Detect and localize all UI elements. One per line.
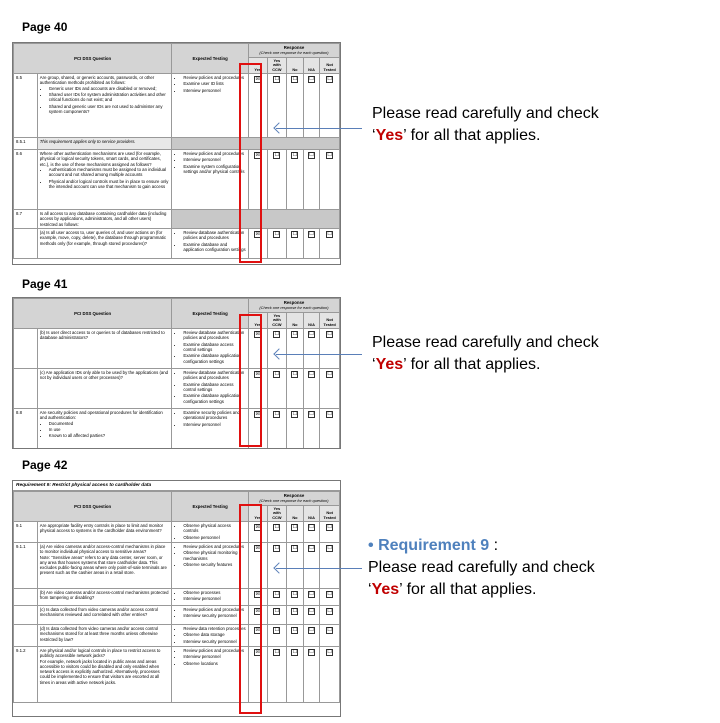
- checkbox-ccw[interactable]: ☐: [274, 607, 280, 614]
- checkbox-not-tested[interactable]: ☐: [327, 411, 332, 418]
- checkbox-not-tested[interactable]: ☐: [327, 524, 332, 531]
- checkbox-ccw[interactable]: ☐: [274, 648, 280, 655]
- checkbox-not-tested[interactable]: ☐: [327, 331, 332, 338]
- checkbox-ccw[interactable]: ☐: [274, 524, 280, 531]
- checkbox-na[interactable]: ☐: [309, 607, 314, 614]
- checkbox-ccw[interactable]: ☐: [274, 590, 280, 597]
- yes-column-highlight: [239, 63, 262, 263]
- yes-keyword: Yes: [375, 127, 404, 144]
- table-row: [14, 624, 340, 646]
- col-header-testing: Expected Testing: [172, 299, 249, 329]
- checkbox-not-tested[interactable]: ☐: [327, 76, 332, 83]
- row-number: 8.5: [14, 74, 38, 138]
- col-header-response: Response (Check one response for each question): [248, 44, 339, 58]
- page-40-label: Page 40: [22, 20, 68, 34]
- col-header-no: No: [287, 57, 304, 74]
- requirement-label: Requirement 9: [378, 537, 490, 554]
- requirement-title: Requirement 9: Restrict physical access to cardholder data: [13, 481, 340, 491]
- checkbox-ccw[interactable]: ☐: [274, 231, 280, 238]
- checkbox-ccw[interactable]: ☐: [274, 411, 280, 418]
- table-row: [14, 369, 340, 409]
- table-row: [14, 522, 340, 543]
- checkbox-yes[interactable]: ☒: [255, 331, 260, 338]
- checkbox-no[interactable]: ☐: [292, 648, 298, 655]
- arrow-icon: [276, 128, 362, 129]
- question-cell: This requirement applies only to service providers.: [37, 138, 172, 150]
- testing-cell: • Review data retention processes • Observe data storage • Interview security personnel: [172, 624, 249, 646]
- checkbox-ccw[interactable]: ☐: [274, 76, 280, 83]
- yes-column-highlight: [239, 314, 262, 447]
- checkbox-no[interactable]: ☐: [292, 331, 298, 338]
- col-header-not-tested: Not Tested: [320, 505, 340, 522]
- checkbox-not-tested[interactable]: ☐: [327, 371, 332, 378]
- col-header-not-tested: Not Tested: [320, 312, 340, 329]
- checkbox-yes[interactable]: ☒: [255, 371, 260, 378]
- checkbox-not-tested[interactable]: ☐: [327, 231, 332, 238]
- checkbox-not-tested[interactable]: ☐: [327, 590, 332, 597]
- checkbox-no[interactable]: ☐: [292, 590, 298, 597]
- col-header-question: PCI DSS Question: [14, 492, 172, 522]
- checkbox-na[interactable]: ☐: [309, 331, 314, 338]
- callout-page-40: Please read carefully and check ‘Yes’ for all that applies.: [372, 105, 599, 144]
- testing-cell: • Examine security policies and operational procedures • Interview personnel: [172, 409, 249, 449]
- question-cell: (c) Is data collected from video cameras and/or access control mechanisms reviewed and correlated with other entries?: [37, 605, 172, 624]
- checkbox-ccw[interactable]: ☐: [274, 544, 280, 551]
- checkbox-na[interactable]: ☐: [309, 648, 314, 655]
- yes-keyword: Yes: [371, 581, 400, 598]
- arrow-icon: [276, 568, 362, 569]
- page-40-form: [12, 42, 341, 265]
- checkbox-na[interactable]: ☐: [309, 231, 314, 238]
- testing-cell: • Review policies and procedures • Interview security personnel: [172, 605, 249, 624]
- question-cell: (b) Is user direct access to or queries to of databases restricted to database administrators?: [37, 329, 172, 369]
- checkbox-yes[interactable]: ☒: [255, 152, 260, 159]
- pci-table-page-41: [13, 298, 340, 449]
- row-number: 9.1.2: [14, 646, 38, 702]
- pci-table-page-42: [13, 491, 340, 703]
- row-number: 9.1.1: [14, 542, 38, 588]
- checkbox-yes[interactable]: ☒: [255, 524, 260, 531]
- question-cell: Are security policies and operational procedures for identification and authentication: • Documented • In use • Known to all affected parties?: [37, 409, 172, 449]
- checkbox-yes[interactable]: ☒: [255, 76, 260, 83]
- page-41-label: Page 41: [22, 277, 68, 291]
- checkbox-not-tested[interactable]: ☐: [327, 544, 332, 551]
- col-header-no: No: [287, 312, 304, 329]
- row-number: 8.8: [14, 409, 38, 449]
- testing-cell: • Review database authentication policies and procedures • Examine database and application configuration settings: [172, 229, 249, 259]
- checkbox-yes[interactable]: ☒: [255, 648, 260, 655]
- question-cell: (b) Are video cameras and/or access-control mechanisms protected from tampering or disabling?: [37, 588, 172, 605]
- yes-column-highlight: [239, 504, 262, 714]
- testing-cell: • Review database authentication policies and procedures • Examine database access control settings • Examine database application configuration settings: [172, 369, 249, 409]
- col-header-testing: Expected Testing: [172, 492, 249, 522]
- col-header-yes: Yes: [248, 57, 267, 74]
- col-header-response: Response (Check one response for each question): [248, 492, 339, 506]
- callout-page-42: • Requirement 9 : Please read carefully and check ‘Yes’ for all that applies.: [368, 537, 595, 598]
- table-row: [14, 588, 340, 605]
- checkbox-no[interactable]: ☐: [292, 152, 298, 159]
- checkbox-ccw[interactable]: ☐: [274, 626, 280, 633]
- col-header-no: No: [287, 505, 304, 522]
- checkbox-not-tested[interactable]: ☐: [327, 626, 332, 633]
- col-header-question: PCI DSS Question: [14, 299, 172, 329]
- checkbox-not-tested[interactable]: ☐: [327, 648, 332, 655]
- question-cell: Are physical and/or logical controls in place to restrict access to publicly accessible network jacks? For example, network jacks located in public areas and areas accessible to visitors could be disabled and only enabled when network access is explicitly authorized. Alternatively, processes could be implemented to ensure that visitors are escorted at all times in areas with active network jacks.: [37, 646, 172, 702]
- col-header-not-tested: Not Tested: [320, 57, 340, 74]
- table-row: [14, 409, 340, 449]
- question-cell: Are appropriate facility entry controls in place to limit and monitor physical access to systems in the cardholder data environment?: [37, 522, 172, 543]
- table-row: [14, 138, 340, 150]
- page-42-form: [12, 480, 341, 717]
- checkbox-yes[interactable]: ☒: [255, 231, 260, 238]
- pci-table-page-40: [13, 43, 340, 259]
- checkbox-yes[interactable]: ☒: [255, 544, 260, 551]
- checkbox-na[interactable]: ☐: [309, 152, 314, 159]
- checkbox-no[interactable]: ☐: [292, 626, 298, 633]
- checkbox-na[interactable]: ☐: [309, 590, 314, 597]
- question-cell: Where other authentication mechanisms are used (for example, physical or logical security tokens, smart cards, and certificates, etc.), is the use of these mechanisms assigned as follows? • Authentication mechanisms must be assigned to an individual account and not shared among multiple accounts • Physical and/or logical controls must be in place to ensure only the intended account can use that mechanism to gain access: [37, 150, 172, 210]
- question-cell: Is all access to any database containing cardholder data (including access by applications, administrators, and all other users) restricted as follows:: [37, 210, 172, 229]
- question-cell: (a) Is all user access to, user queries of, and user actions on (for example, move, copy, delete), the database through programmatic methods only (for example, through stored procedures)?: [37, 229, 172, 259]
- checkbox-yes[interactable]: ☒: [255, 411, 260, 418]
- yes-keyword: Yes: [375, 356, 404, 373]
- table-row: [14, 229, 340, 259]
- row-number: 8.5.1: [14, 138, 38, 150]
- col-header-na: N/A: [303, 312, 320, 329]
- col-header-na: N/A: [303, 505, 320, 522]
- table-row: [14, 605, 340, 624]
- col-header-na: N/A: [303, 57, 320, 74]
- checkbox-yes[interactable]: ☒: [255, 607, 260, 614]
- checkbox-na[interactable]: ☐: [309, 524, 314, 531]
- checkbox-ccw[interactable]: ☐: [274, 152, 280, 159]
- table-row: [14, 210, 340, 229]
- question-cell: (d) Is data collected from video cameras and/or access control mechanisms stored for at least three months unless otherwise restricted by law?: [37, 624, 172, 646]
- checkbox-not-tested[interactable]: ☐: [327, 607, 332, 614]
- testing-cell: • Observe processes • Interview personnel: [172, 588, 249, 605]
- table-row: [14, 646, 340, 702]
- checkbox-no[interactable]: ☐: [292, 607, 298, 614]
- bullet-icon: •: [368, 537, 374, 554]
- row-number: 8.7: [14, 210, 38, 229]
- arrow-icon: [276, 354, 362, 355]
- table-row: [14, 329, 340, 369]
- table-row: [14, 542, 340, 588]
- checkbox-no[interactable]: ☐: [292, 524, 298, 531]
- checkbox-na[interactable]: ☐: [309, 76, 314, 83]
- checkbox-no[interactable]: ☐: [292, 231, 298, 238]
- checkbox-na[interactable]: ☐: [309, 544, 314, 551]
- col-header-testing: Expected Testing: [172, 44, 249, 74]
- col-header-yes: Yes: [248, 312, 267, 329]
- table-row: [14, 150, 340, 210]
- testing-cell: • Observe physical access controls • Observe personnel: [172, 522, 249, 543]
- testing-cell: • Review database authentication policies and procedures • Examine database access control settings • Examine database application configuration settings: [172, 329, 249, 369]
- checkbox-no[interactable]: ☐: [292, 544, 298, 551]
- row-number: 9.1: [14, 522, 38, 543]
- testing-cell: • Review policies and procedures • Interview personnel • Examine system configuration settings and/or physical controls: [172, 150, 249, 210]
- checkbox-na[interactable]: ☐: [309, 626, 314, 633]
- col-header-ccw: Yes with CCW: [267, 312, 287, 329]
- question-cell: (c) Are application IDs only able to be used by the applications (and not by individual users or other processes)?: [37, 369, 172, 409]
- question-cell: Are group, shared, or generic accounts, passwords, or other authentication methods prohibited as follows: • Generic user IDs and accounts are disabled or removed; • Shared user IDs for system administration activities and other critical functions do not exist; and • Shared and generic user IDs are not used to administer any system components?: [37, 74, 172, 138]
- col-header-ccw: Yes with CCW: [267, 505, 287, 522]
- col-header-yes: Yes: [248, 505, 267, 522]
- checkbox-no[interactable]: ☐: [292, 371, 298, 378]
- col-header-ccw: Yes with CCW: [267, 57, 287, 74]
- checkbox-yes[interactable]: ☒: [255, 626, 260, 633]
- checkbox-ccw[interactable]: ☐: [274, 371, 280, 378]
- testing-cell: • Review policies and procedures • Interview personnel • Observe locations: [172, 646, 249, 702]
- checkbox-na[interactable]: ☐: [309, 371, 314, 378]
- checkbox-no[interactable]: ☐: [292, 76, 298, 83]
- col-header-response: Response (Check one response for each question): [248, 299, 339, 313]
- checkbox-na[interactable]: ☐: [309, 411, 314, 418]
- page-42-label: Page 42: [22, 458, 68, 472]
- page-41-form: [12, 297, 341, 449]
- checkbox-not-tested[interactable]: ☐: [327, 152, 332, 159]
- question-cell: (a) Are video cameras and/or access-control mechanisms in place to monitor individual physical access to sensitive areas? Note: "Sensitive areas" refers to any data center, server room, or any area that houses systems that store cardholder data. This excludes public-facing areas where only point-of-sale terminals are present such as the cashier areas in a retail store.: [37, 542, 172, 588]
- testing-cell: • Review policies and procedures • Examine user ID lists • Interview personnel: [172, 74, 249, 138]
- row-number: 8.6: [14, 150, 38, 210]
- checkbox-yes[interactable]: ☒: [255, 590, 260, 597]
- checkbox-ccw[interactable]: ☐: [274, 331, 280, 338]
- testing-cell: • Review policies and procedures • Observe physical monitoring mechanisms • Observe security features: [172, 542, 249, 588]
- col-header-question: PCI DSS Question: [14, 44, 172, 74]
- checkbox-no[interactable]: ☐: [292, 411, 298, 418]
- callout-page-41: Please read carefully and check ‘Yes’ for all that applies.: [372, 334, 599, 373]
